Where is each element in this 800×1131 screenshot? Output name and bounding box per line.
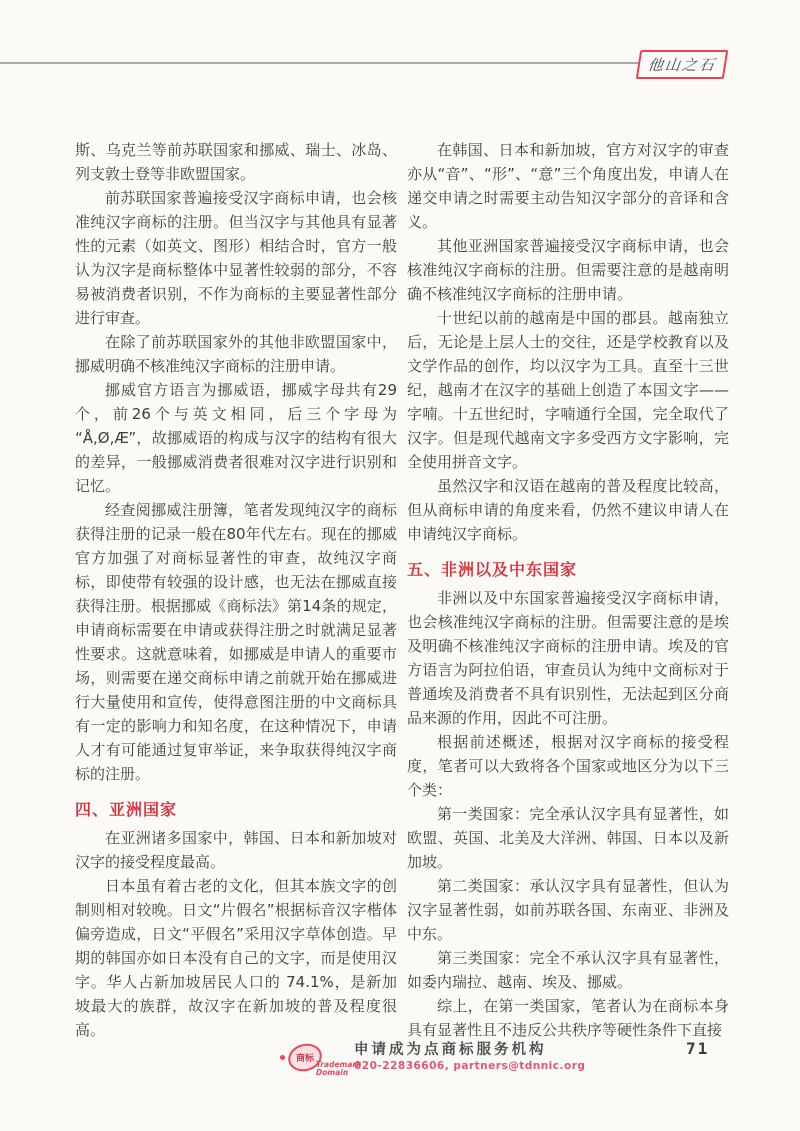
paragraph: 其他亚洲国家普遍接受汉字商标申请，也会核准纯汉字商标的注册。但需要注意的是越南明确不核准纯汉字商标的注册申请。 — [407, 237, 729, 303]
section-tag-label: 他山之石 — [646, 56, 718, 74]
paragraph: 斯、乌克兰等前苏联国家和挪威、瑞士、冰岛、列支敦士登等非欧盟国家。 — [75, 141, 397, 183]
paragraph: 日本虽有着古老的文化，但其本族文字的创制则相对较晚。日文“片假名”根据标音汉字楷体偏旁造成，日文“平假名”采用汉字草体创造。早期的韩国亦如日本没有自己的文字，而是使用汉字。华人占新加坡居民人口的 74.1%，是新加坡最大的族群，故汉字在新加坡的普及程度很高。 — [75, 877, 397, 1039]
logo-en-line2: Domain — [316, 1068, 349, 1077]
paragraph: 在韩国、日本和新加坡，官方对汉字的审查亦从“音”、“形”、“意”三个角度出发，申请人在递交申请之时需要主动告知汉字部分的音译和含义。 — [407, 141, 729, 231]
text-column-left — [75, 138, 397, 1042]
section-tag — [636, 50, 729, 79]
footer-slogan: 申请成为点商标服务机构 — [354, 1042, 547, 1058]
paragraph: 在除了前苏联国家外的其他非欧盟国家中，挪威明确不核准纯汉字商标的注册申请。 — [75, 333, 397, 375]
logo-en-line1: Trademark — [316, 1060, 362, 1069]
section-heading: 四、亚洲国家 — [75, 800, 178, 819]
paragraph: 第二类国家：承认汉字具有显著性，但认为汉字显著性弱，如前苏联各国、东南亚、非洲及中东。 — [407, 877, 729, 943]
logo-dot-icon — [280, 1055, 285, 1060]
header-rule — [0, 62, 642, 64]
text-column-right — [407, 138, 729, 1042]
paragraph: 第三类国家：完全不承认汉字具有显著性，如委内瑞拉、越南、埃及、挪威。 — [407, 949, 729, 991]
logo-en-label — [316, 1061, 361, 1077]
footer — [280, 1041, 585, 1079]
logo-cn-label: 商标 — [295, 1054, 315, 1065]
paragraph: 根据前述概述，根据对汉字商标的接受程度，笔者可以大致将各个国家或地区分为以下三个类： — [407, 733, 729, 799]
page-number: 71 — [686, 1039, 710, 1058]
paragraph: 第一类国家：完全承认汉字具有显著性，如欧盟、英国、北美及大洋洲、韩国、日本以及新加坡。 — [407, 805, 729, 871]
paragraph: 虽然汉字和汉语在越南的普及程度比较高，但从商标申请的角度来看，仍然不建议申请人在申请纯汉字商标。 — [407, 477, 729, 543]
paragraph: 十世纪以前的越南是中国的郡县。越南独立后，无论是上层人士的交往，还是学校教育以及文学作品的创作，均以汉字为工具。直至十三世纪，越南才在汉字的基础上创造了本国文字——字喃。十五世纪时，字喃通行全国，完全取代了汉字。但是现代越南文字多受西方文字影响，完全使用拼音文字。 — [407, 309, 729, 471]
footer-text — [354, 1041, 585, 1074]
paragraph: 综上，在第一类国家，笔者认为在商标本身具有显著性且不违反公共秩序等硬性条件下直接 — [407, 997, 729, 1039]
footer-contact: 020-22836606, partners@tdnnic.org — [354, 1060, 586, 1072]
paragraph: 在亚洲诸多国家中，韩国、日本和新加坡对汉字的接受程度最高。 — [75, 829, 397, 871]
section-heading: 五、非洲以及中东国家 — [407, 560, 578, 579]
paragraph: 非洲以及中东国家普遍接受汉字商标申请，也会核准纯汉字商标的注册。但需要注意的是埃及明确不核准纯汉字商标的注册申请。埃及的官方语言为阿拉伯语，审查员认为纯中文商标对于普通埃及消费者不具有识别性，无法起到区分商品来源的作用，因此不可注册。 — [407, 589, 729, 727]
paragraph: 经查阅挪威注册簿，笔者发现纯汉字的商标获得注册的记录一般在80年代左右。现在的挪威官方加强了对商标显著性的审查，故纯汉字商标，即使带有较强的设计感，也无法在挪威直接获得注册。根据挪威《商标法》第14条的规定，申请商标需要在申请或获得注册之时就满足显著性要求。这就意味着，如挪威是申请人的重要市场，则需要在递交商标申请之前就开始在挪威进行大量使用和宣传，使得意图注册的中文商标具有一定的影响力和知名度，在这种情况下，申请人才有可能通过复审举证，来争取获得纯汉字商标的注册。 — [75, 501, 397, 783]
paragraph: 前苏联国家普遍接受汉字商标申请，也会核准纯汉字商标的注册。但当汉字与其他具有显著性的元素（如英文、图形）相结合时，官方一般认为汉字是商标整体中显著性较弱的部分，不容易被消费者识别，不作为商标的主要显著性部分进行审查。 — [75, 189, 397, 327]
paragraph: 挪威官方语言为挪威语，挪威字母共有29个，前26个与英文相同，后三个字母为“Å,Ø,Æ”，故挪威语的构成与汉字的结构有很大的差异，一般挪威消费者很难对汉字进行识别和记忆。 — [75, 381, 397, 495]
trademark-domain-logo-icon — [280, 1041, 362, 1079]
